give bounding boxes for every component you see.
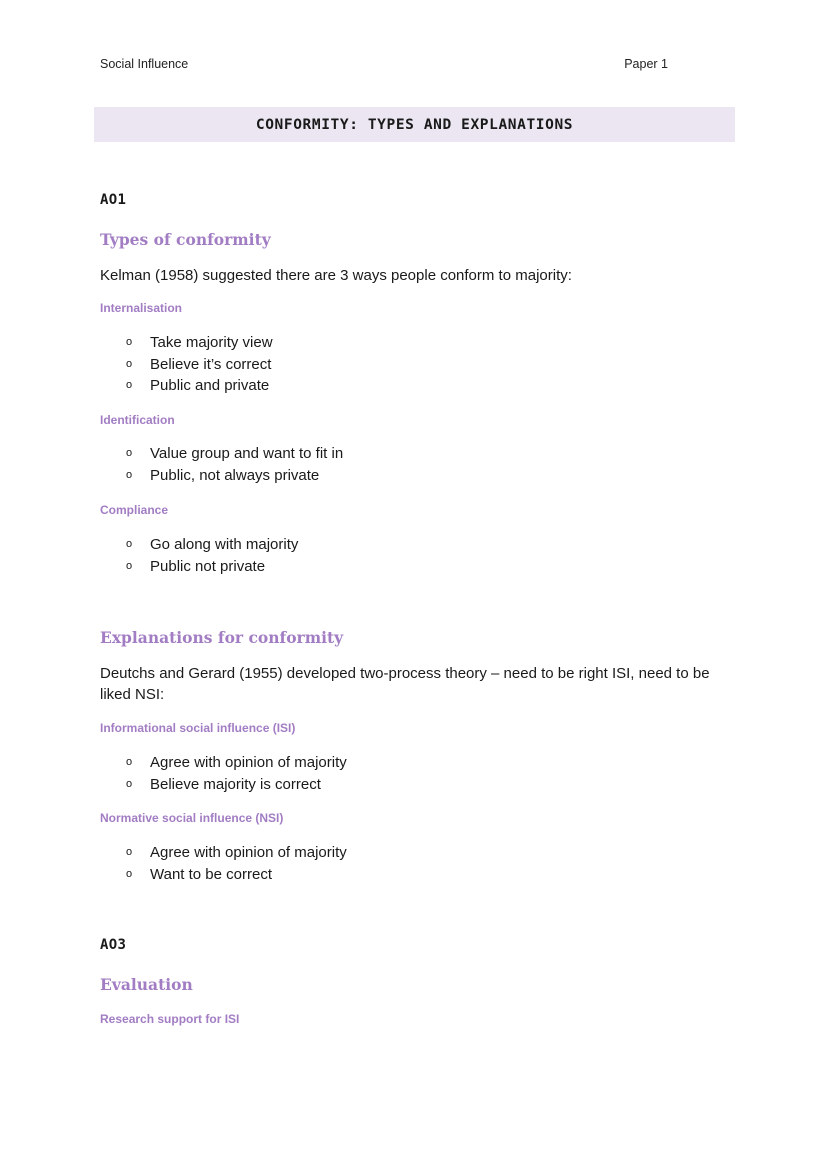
- title-band: [94, 107, 735, 142]
- list-item: [125, 864, 347, 886]
- bullet-marker: o: [126, 756, 133, 768]
- types-intro: Kelman (1958) suggested there are 3 ways people conform to majority:: [100, 267, 572, 284]
- nsi-heading: Normative social influence (NSI): [100, 811, 284, 825]
- bullet-marker: o: [126, 538, 133, 550]
- types-heading: Types of conformity: [100, 230, 271, 249]
- bullet-marker: o: [126, 867, 133, 880]
- ao1-label: AO1: [100, 192, 127, 208]
- bullet-marker: o: [126, 468, 133, 481]
- nsi-list: [125, 842, 347, 885]
- list-item: [125, 842, 347, 864]
- list-item: [125, 443, 343, 465]
- internalisation-heading: Internalisation: [100, 301, 183, 315]
- list-item: [125, 534, 298, 556]
- list-item-text: Agree with opinion of majority: [150, 844, 347, 861]
- compliance-list: [125, 534, 298, 577]
- internalisation-list: [125, 332, 273, 397]
- page-title: CONFORMITY: TYPES AND EXPLANATIONS: [255, 116, 574, 133]
- list-item-text: Take majority view: [150, 334, 273, 351]
- list-item-text: Agree with opinion of majority: [150, 754, 347, 771]
- identification-heading: Identification: [100, 413, 175, 427]
- list-item: [125, 375, 273, 397]
- list-item-text: Value group and want to fit in: [150, 445, 344, 462]
- list-item: [125, 465, 343, 487]
- list-item-text: Public not private: [150, 557, 266, 575]
- research-support-heading: Research support for ISI: [100, 1012, 240, 1026]
- list-item-text: Believe it’s correct: [150, 355, 272, 373]
- evaluation-heading: Evaluation: [100, 975, 193, 994]
- header-subject: Social Influence: [100, 57, 189, 71]
- bullet-marker: o: [126, 336, 133, 348]
- isi-list: [125, 752, 347, 795]
- ao3-label: AO3: [100, 937, 127, 953]
- explanations-heading: Explanations for conformity: [100, 628, 344, 647]
- list-item: [125, 354, 273, 376]
- bullet-marker: o: [126, 559, 133, 572]
- list-item-text: Go along with majority: [150, 536, 299, 553]
- bullet-marker: o: [126, 777, 133, 790]
- compliance-heading: Compliance: [100, 503, 169, 517]
- list-item-text: Want to be correct: [150, 865, 272, 883]
- bullet-marker: o: [126, 447, 133, 459]
- page-header: [100, 57, 668, 75]
- list-item: [125, 332, 273, 354]
- bullet-marker: o: [126, 379, 133, 391]
- list-item-text: Public and private: [150, 377, 270, 394]
- list-item: [125, 556, 298, 578]
- identification-list: [125, 443, 343, 486]
- list-item-text: Believe majority is correct: [150, 775, 321, 793]
- bullet-marker: o: [126, 357, 133, 370]
- header-paper: Paper 1: [624, 57, 668, 71]
- list-item: [125, 774, 347, 796]
- bullet-marker: o: [126, 846, 133, 858]
- isi-heading: Informational social influence (ISI): [100, 721, 296, 735]
- explanations-intro: Deutchs and Gerard (1955) developed two-process theory – need to be right ISI, need to be liked NSI:: [100, 665, 710, 703]
- list-item-text: Public, not always private: [150, 466, 320, 484]
- list-item: [125, 752, 347, 774]
